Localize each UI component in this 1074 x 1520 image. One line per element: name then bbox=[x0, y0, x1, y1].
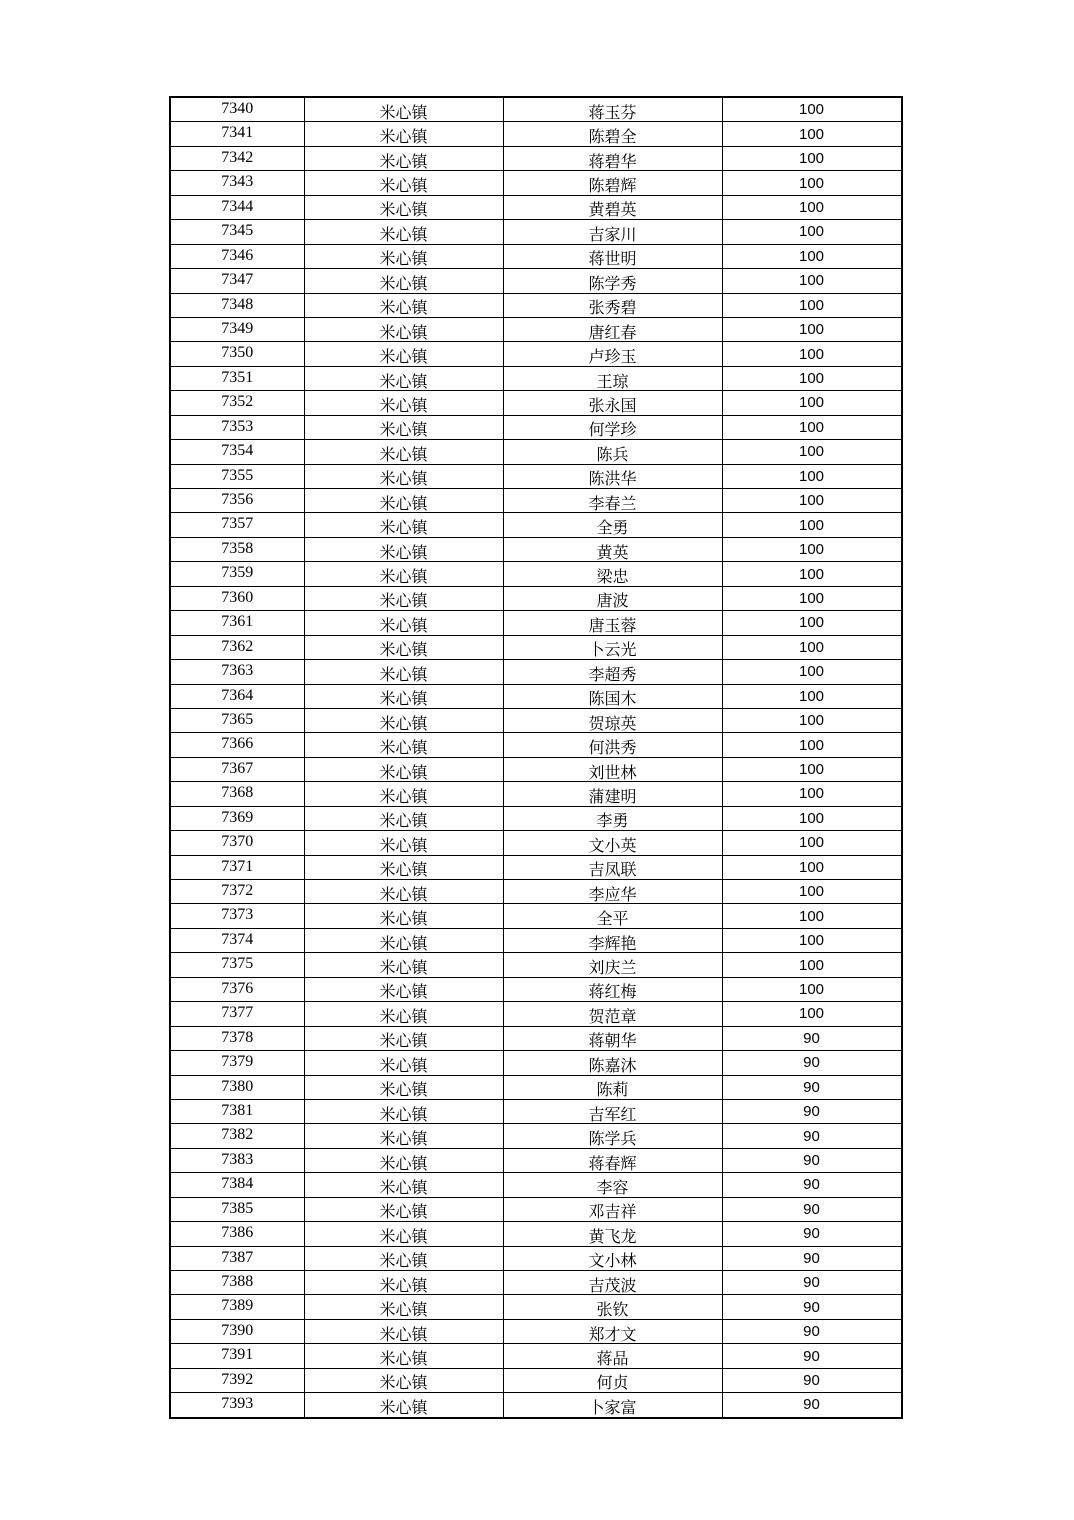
table-row bbox=[170, 855, 902, 879]
score-cell: 90 bbox=[722, 1099, 902, 1123]
town-cell: 米心镇 bbox=[304, 440, 503, 464]
score-cell: 90 bbox=[722, 1271, 902, 1295]
person-name-cell: 陈国木 bbox=[503, 684, 722, 708]
score-cell: 90 bbox=[722, 1319, 902, 1343]
table-row bbox=[170, 708, 902, 732]
score-cell: 100 bbox=[722, 1002, 902, 1026]
table-row bbox=[170, 97, 902, 122]
row-number-cell: 7365 bbox=[170, 708, 304, 732]
table-row bbox=[170, 269, 902, 293]
row-number-cell: 7357 bbox=[170, 513, 304, 537]
row-number-cell: 7373 bbox=[170, 904, 304, 928]
score-cell: 100 bbox=[722, 977, 902, 1001]
score-cell: 90 bbox=[722, 1295, 902, 1319]
town-cell: 米心镇 bbox=[304, 317, 503, 341]
table-row bbox=[170, 611, 902, 635]
table-row bbox=[170, 635, 902, 659]
row-number-cell: 7368 bbox=[170, 782, 304, 806]
table-row bbox=[170, 1319, 902, 1343]
row-number-cell: 7343 bbox=[170, 171, 304, 195]
person-name-cell: 陈莉 bbox=[503, 1075, 722, 1099]
row-number-cell: 7367 bbox=[170, 757, 304, 781]
town-cell: 米心镇 bbox=[304, 464, 503, 488]
score-cell: 100 bbox=[722, 317, 902, 341]
person-name-cell: 张钦 bbox=[503, 1295, 722, 1319]
row-number-cell: 7382 bbox=[170, 1124, 304, 1148]
town-cell: 米心镇 bbox=[304, 1173, 503, 1197]
town-cell: 米心镇 bbox=[304, 611, 503, 635]
town-cell: 米心镇 bbox=[304, 1148, 503, 1172]
row-number-cell: 7377 bbox=[170, 1002, 304, 1026]
town-cell: 米心镇 bbox=[304, 391, 503, 415]
table-row bbox=[170, 146, 902, 170]
person-name-cell: 何学珍 bbox=[503, 415, 722, 439]
town-cell: 米心镇 bbox=[304, 195, 503, 219]
person-name-cell: 唐波 bbox=[503, 586, 722, 610]
table-row bbox=[170, 440, 902, 464]
table-row bbox=[170, 1026, 902, 1050]
score-cell: 100 bbox=[722, 244, 902, 268]
table-row bbox=[170, 831, 902, 855]
row-number-cell: 7364 bbox=[170, 684, 304, 708]
table-row bbox=[170, 293, 902, 317]
town-cell: 米心镇 bbox=[304, 1026, 503, 1050]
town-cell: 米心镇 bbox=[304, 880, 503, 904]
score-cell: 100 bbox=[722, 171, 902, 195]
table-row bbox=[170, 1148, 902, 1172]
row-number-cell: 7340 bbox=[170, 97, 304, 122]
person-name-cell: 全勇 bbox=[503, 513, 722, 537]
person-name-cell: 贺琼英 bbox=[503, 708, 722, 732]
row-number-cell: 7370 bbox=[170, 831, 304, 855]
row-number-cell: 7385 bbox=[170, 1197, 304, 1221]
town-cell: 米心镇 bbox=[304, 660, 503, 684]
town-cell: 米心镇 bbox=[304, 244, 503, 268]
table-row bbox=[170, 342, 902, 366]
row-number-cell: 7353 bbox=[170, 415, 304, 439]
row-number-cell: 7392 bbox=[170, 1368, 304, 1392]
person-name-cell: 李超秀 bbox=[503, 660, 722, 684]
table-row bbox=[170, 171, 902, 195]
score-cell: 100 bbox=[722, 146, 902, 170]
table-row bbox=[170, 562, 902, 586]
table-row bbox=[170, 1271, 902, 1295]
score-cell: 100 bbox=[722, 195, 902, 219]
score-cell: 100 bbox=[722, 611, 902, 635]
score-cell: 100 bbox=[722, 855, 902, 879]
town-cell: 米心镇 bbox=[304, 782, 503, 806]
score-cell: 100 bbox=[722, 342, 902, 366]
person-name-cell: 贺范章 bbox=[503, 1002, 722, 1026]
town-cell: 米心镇 bbox=[304, 806, 503, 830]
person-name-cell: 吉家川 bbox=[503, 220, 722, 244]
score-cell: 100 bbox=[722, 440, 902, 464]
score-cell: 100 bbox=[722, 733, 902, 757]
row-number-cell: 7358 bbox=[170, 537, 304, 561]
row-number-cell: 7354 bbox=[170, 440, 304, 464]
person-name-cell: 刘世林 bbox=[503, 757, 722, 781]
row-number-cell: 7363 bbox=[170, 660, 304, 684]
person-name-cell: 李春兰 bbox=[503, 489, 722, 513]
town-cell: 米心镇 bbox=[304, 1124, 503, 1148]
row-number-cell: 7383 bbox=[170, 1148, 304, 1172]
town-cell: 米心镇 bbox=[304, 97, 503, 122]
town-cell: 米心镇 bbox=[304, 1099, 503, 1123]
person-name-cell: 文小林 bbox=[503, 1246, 722, 1270]
person-name-cell: 蒲建明 bbox=[503, 782, 722, 806]
person-name-cell: 卢珍玉 bbox=[503, 342, 722, 366]
table-row bbox=[170, 220, 902, 244]
score-cell: 100 bbox=[722, 586, 902, 610]
row-number-cell: 7379 bbox=[170, 1051, 304, 1075]
score-cell: 90 bbox=[722, 1075, 902, 1099]
town-cell: 米心镇 bbox=[304, 928, 503, 952]
score-cell: 90 bbox=[722, 1368, 902, 1392]
town-cell: 米心镇 bbox=[304, 1295, 503, 1319]
score-cell: 90 bbox=[722, 1344, 902, 1368]
table-row bbox=[170, 317, 902, 341]
person-name-cell: 蒋朝华 bbox=[503, 1026, 722, 1050]
person-name-cell: 蒋碧华 bbox=[503, 146, 722, 170]
person-name-cell: 唐红春 bbox=[503, 317, 722, 341]
person-name-cell: 何贞 bbox=[503, 1368, 722, 1392]
town-cell: 米心镇 bbox=[304, 537, 503, 561]
row-number-cell: 7369 bbox=[170, 806, 304, 830]
town-cell: 米心镇 bbox=[304, 513, 503, 537]
town-cell: 米心镇 bbox=[304, 586, 503, 610]
person-name-cell: 李勇 bbox=[503, 806, 722, 830]
person-name-cell: 黄碧英 bbox=[503, 195, 722, 219]
score-cell: 100 bbox=[722, 757, 902, 781]
town-cell: 米心镇 bbox=[304, 562, 503, 586]
score-cell: 100 bbox=[722, 220, 902, 244]
table-row bbox=[170, 415, 902, 439]
town-cell: 米心镇 bbox=[304, 220, 503, 244]
town-cell: 米心镇 bbox=[304, 953, 503, 977]
person-name-cell: 陈嘉沐 bbox=[503, 1051, 722, 1075]
row-number-cell: 7389 bbox=[170, 1295, 304, 1319]
table-row bbox=[170, 1393, 902, 1418]
score-cell: 90 bbox=[722, 1051, 902, 1075]
town-cell: 米心镇 bbox=[304, 1075, 503, 1099]
row-number-cell: 7362 bbox=[170, 635, 304, 659]
score-cell: 100 bbox=[722, 684, 902, 708]
table-row bbox=[170, 1002, 902, 1026]
table-row bbox=[170, 733, 902, 757]
person-name-cell: 卜家富 bbox=[503, 1393, 722, 1418]
table-row bbox=[170, 1051, 902, 1075]
row-number-cell: 7355 bbox=[170, 464, 304, 488]
town-cell: 米心镇 bbox=[304, 831, 503, 855]
table-row bbox=[170, 757, 902, 781]
person-name-cell: 吉军红 bbox=[503, 1099, 722, 1123]
person-name-cell: 蒋品 bbox=[503, 1344, 722, 1368]
score-cell: 100 bbox=[722, 635, 902, 659]
person-name-cell: 陈碧全 bbox=[503, 122, 722, 146]
person-name-cell: 卜云光 bbox=[503, 635, 722, 659]
town-cell: 米心镇 bbox=[304, 733, 503, 757]
table-row bbox=[170, 464, 902, 488]
person-name-cell: 陈洪华 bbox=[503, 464, 722, 488]
row-number-cell: 7386 bbox=[170, 1222, 304, 1246]
row-number-cell: 7352 bbox=[170, 391, 304, 415]
person-name-cell: 郑才文 bbox=[503, 1319, 722, 1343]
score-cell: 100 bbox=[722, 97, 902, 122]
score-cell: 90 bbox=[722, 1026, 902, 1050]
score-cell: 100 bbox=[722, 537, 902, 561]
table-row bbox=[170, 1222, 902, 1246]
score-cell: 90 bbox=[722, 1246, 902, 1270]
row-number-cell: 7393 bbox=[170, 1393, 304, 1418]
table-row bbox=[170, 684, 902, 708]
score-cell: 100 bbox=[722, 489, 902, 513]
town-cell: 米心镇 bbox=[304, 293, 503, 317]
row-number-cell: 7350 bbox=[170, 342, 304, 366]
score-cell: 100 bbox=[722, 366, 902, 390]
town-cell: 米心镇 bbox=[304, 757, 503, 781]
score-cell: 100 bbox=[722, 269, 902, 293]
town-cell: 米心镇 bbox=[304, 1246, 503, 1270]
row-number-cell: 7356 bbox=[170, 489, 304, 513]
town-cell: 米心镇 bbox=[304, 171, 503, 195]
row-number-cell: 7341 bbox=[170, 122, 304, 146]
row-number-cell: 7388 bbox=[170, 1271, 304, 1295]
table-row bbox=[170, 513, 902, 537]
person-name-cell: 黄飞龙 bbox=[503, 1222, 722, 1246]
person-name-cell: 邓吉祥 bbox=[503, 1197, 722, 1221]
row-number-cell: 7360 bbox=[170, 586, 304, 610]
row-number-cell: 7351 bbox=[170, 366, 304, 390]
row-number-cell: 7345 bbox=[170, 220, 304, 244]
person-name-cell: 陈学秀 bbox=[503, 269, 722, 293]
score-cell: 100 bbox=[722, 928, 902, 952]
row-number-cell: 7372 bbox=[170, 880, 304, 904]
score-cell: 100 bbox=[722, 880, 902, 904]
data-table bbox=[169, 96, 903, 1419]
table-row bbox=[170, 1197, 902, 1221]
table-row bbox=[170, 537, 902, 561]
score-cell: 100 bbox=[722, 660, 902, 684]
town-cell: 米心镇 bbox=[304, 366, 503, 390]
table-row bbox=[170, 489, 902, 513]
table-row bbox=[170, 1099, 902, 1123]
row-number-cell: 7391 bbox=[170, 1344, 304, 1368]
person-name-cell: 黄英 bbox=[503, 537, 722, 561]
town-cell: 米心镇 bbox=[304, 489, 503, 513]
row-number-cell: 7366 bbox=[170, 733, 304, 757]
table-row bbox=[170, 953, 902, 977]
town-cell: 米心镇 bbox=[304, 1222, 503, 1246]
person-name-cell: 蒋红梅 bbox=[503, 977, 722, 1001]
person-name-cell: 刘庆兰 bbox=[503, 953, 722, 977]
score-cell: 90 bbox=[722, 1148, 902, 1172]
person-name-cell: 陈碧辉 bbox=[503, 171, 722, 195]
row-number-cell: 7348 bbox=[170, 293, 304, 317]
table-row bbox=[170, 880, 902, 904]
score-cell: 100 bbox=[722, 953, 902, 977]
score-cell: 100 bbox=[722, 831, 902, 855]
row-number-cell: 7378 bbox=[170, 1026, 304, 1050]
score-cell: 100 bbox=[722, 391, 902, 415]
score-cell: 90 bbox=[722, 1222, 902, 1246]
town-cell: 米心镇 bbox=[304, 708, 503, 732]
person-name-cell: 李容 bbox=[503, 1173, 722, 1197]
table-row bbox=[170, 1246, 902, 1270]
person-name-cell: 陈学兵 bbox=[503, 1124, 722, 1148]
town-cell: 米心镇 bbox=[304, 1368, 503, 1392]
row-number-cell: 7371 bbox=[170, 855, 304, 879]
town-cell: 米心镇 bbox=[304, 415, 503, 439]
person-name-cell: 李应华 bbox=[503, 880, 722, 904]
score-cell: 100 bbox=[722, 806, 902, 830]
row-number-cell: 7344 bbox=[170, 195, 304, 219]
score-cell: 100 bbox=[722, 562, 902, 586]
score-cell: 90 bbox=[722, 1173, 902, 1197]
table-row bbox=[170, 782, 902, 806]
row-number-cell: 7387 bbox=[170, 1246, 304, 1270]
town-cell: 米心镇 bbox=[304, 1051, 503, 1075]
score-cell: 100 bbox=[722, 415, 902, 439]
person-name-cell: 张永国 bbox=[503, 391, 722, 415]
town-cell: 米心镇 bbox=[304, 269, 503, 293]
person-name-cell: 吉茂波 bbox=[503, 1271, 722, 1295]
town-cell: 米心镇 bbox=[304, 684, 503, 708]
table-row bbox=[170, 660, 902, 684]
table-row bbox=[170, 1344, 902, 1368]
score-cell: 90 bbox=[722, 1124, 902, 1148]
person-name-cell: 唐玉蓉 bbox=[503, 611, 722, 635]
table-row bbox=[170, 904, 902, 928]
row-number-cell: 7342 bbox=[170, 146, 304, 170]
score-cell: 90 bbox=[722, 1197, 902, 1221]
table-row bbox=[170, 977, 902, 1001]
person-name-cell: 何洪秀 bbox=[503, 733, 722, 757]
town-cell: 米心镇 bbox=[304, 1197, 503, 1221]
person-name-cell: 蒋世明 bbox=[503, 244, 722, 268]
table-body bbox=[170, 97, 902, 1418]
table-row bbox=[170, 586, 902, 610]
person-name-cell: 梁忠 bbox=[503, 562, 722, 586]
row-number-cell: 7375 bbox=[170, 953, 304, 977]
person-name-cell: 蒋春辉 bbox=[503, 1148, 722, 1172]
table-row bbox=[170, 195, 902, 219]
row-number-cell: 7347 bbox=[170, 269, 304, 293]
score-cell: 100 bbox=[722, 464, 902, 488]
score-cell: 100 bbox=[722, 293, 902, 317]
person-name-cell: 张秀碧 bbox=[503, 293, 722, 317]
row-number-cell: 7349 bbox=[170, 317, 304, 341]
score-cell: 100 bbox=[722, 782, 902, 806]
town-cell: 米心镇 bbox=[304, 1319, 503, 1343]
table-row bbox=[170, 1124, 902, 1148]
person-name-cell: 全平 bbox=[503, 904, 722, 928]
town-cell: 米心镇 bbox=[304, 1002, 503, 1026]
row-number-cell: 7374 bbox=[170, 928, 304, 952]
table-row bbox=[170, 391, 902, 415]
score-cell: 100 bbox=[722, 513, 902, 537]
person-name-cell: 陈兵 bbox=[503, 440, 722, 464]
town-cell: 米心镇 bbox=[304, 855, 503, 879]
town-cell: 米心镇 bbox=[304, 342, 503, 366]
person-name-cell: 文小英 bbox=[503, 831, 722, 855]
town-cell: 米心镇 bbox=[304, 146, 503, 170]
table-row bbox=[170, 928, 902, 952]
score-cell: 100 bbox=[722, 904, 902, 928]
row-number-cell: 7346 bbox=[170, 244, 304, 268]
row-number-cell: 7381 bbox=[170, 1099, 304, 1123]
table-row bbox=[170, 366, 902, 390]
town-cell: 米心镇 bbox=[304, 1393, 503, 1418]
town-cell: 米心镇 bbox=[304, 1344, 503, 1368]
person-name-cell: 吉凤联 bbox=[503, 855, 722, 879]
town-cell: 米心镇 bbox=[304, 1271, 503, 1295]
score-cell: 100 bbox=[722, 708, 902, 732]
row-number-cell: 7361 bbox=[170, 611, 304, 635]
table-row bbox=[170, 1075, 902, 1099]
table-row bbox=[170, 1295, 902, 1319]
score-cell: 100 bbox=[722, 122, 902, 146]
table-row bbox=[170, 244, 902, 268]
row-number-cell: 7380 bbox=[170, 1075, 304, 1099]
table-row bbox=[170, 1173, 902, 1197]
person-name-cell: 王琼 bbox=[503, 366, 722, 390]
person-name-cell: 李辉艳 bbox=[503, 928, 722, 952]
score-cell: 90 bbox=[722, 1393, 902, 1418]
row-number-cell: 7376 bbox=[170, 977, 304, 1001]
town-cell: 米心镇 bbox=[304, 977, 503, 1001]
person-name-cell: 蒋玉芬 bbox=[503, 97, 722, 122]
row-number-cell: 7384 bbox=[170, 1173, 304, 1197]
table-row bbox=[170, 1368, 902, 1392]
table-row bbox=[170, 122, 902, 146]
town-cell: 米心镇 bbox=[304, 904, 503, 928]
table-row bbox=[170, 806, 902, 830]
row-number-cell: 7359 bbox=[170, 562, 304, 586]
town-cell: 米心镇 bbox=[304, 635, 503, 659]
row-number-cell: 7390 bbox=[170, 1319, 304, 1343]
town-cell: 米心镇 bbox=[304, 122, 503, 146]
